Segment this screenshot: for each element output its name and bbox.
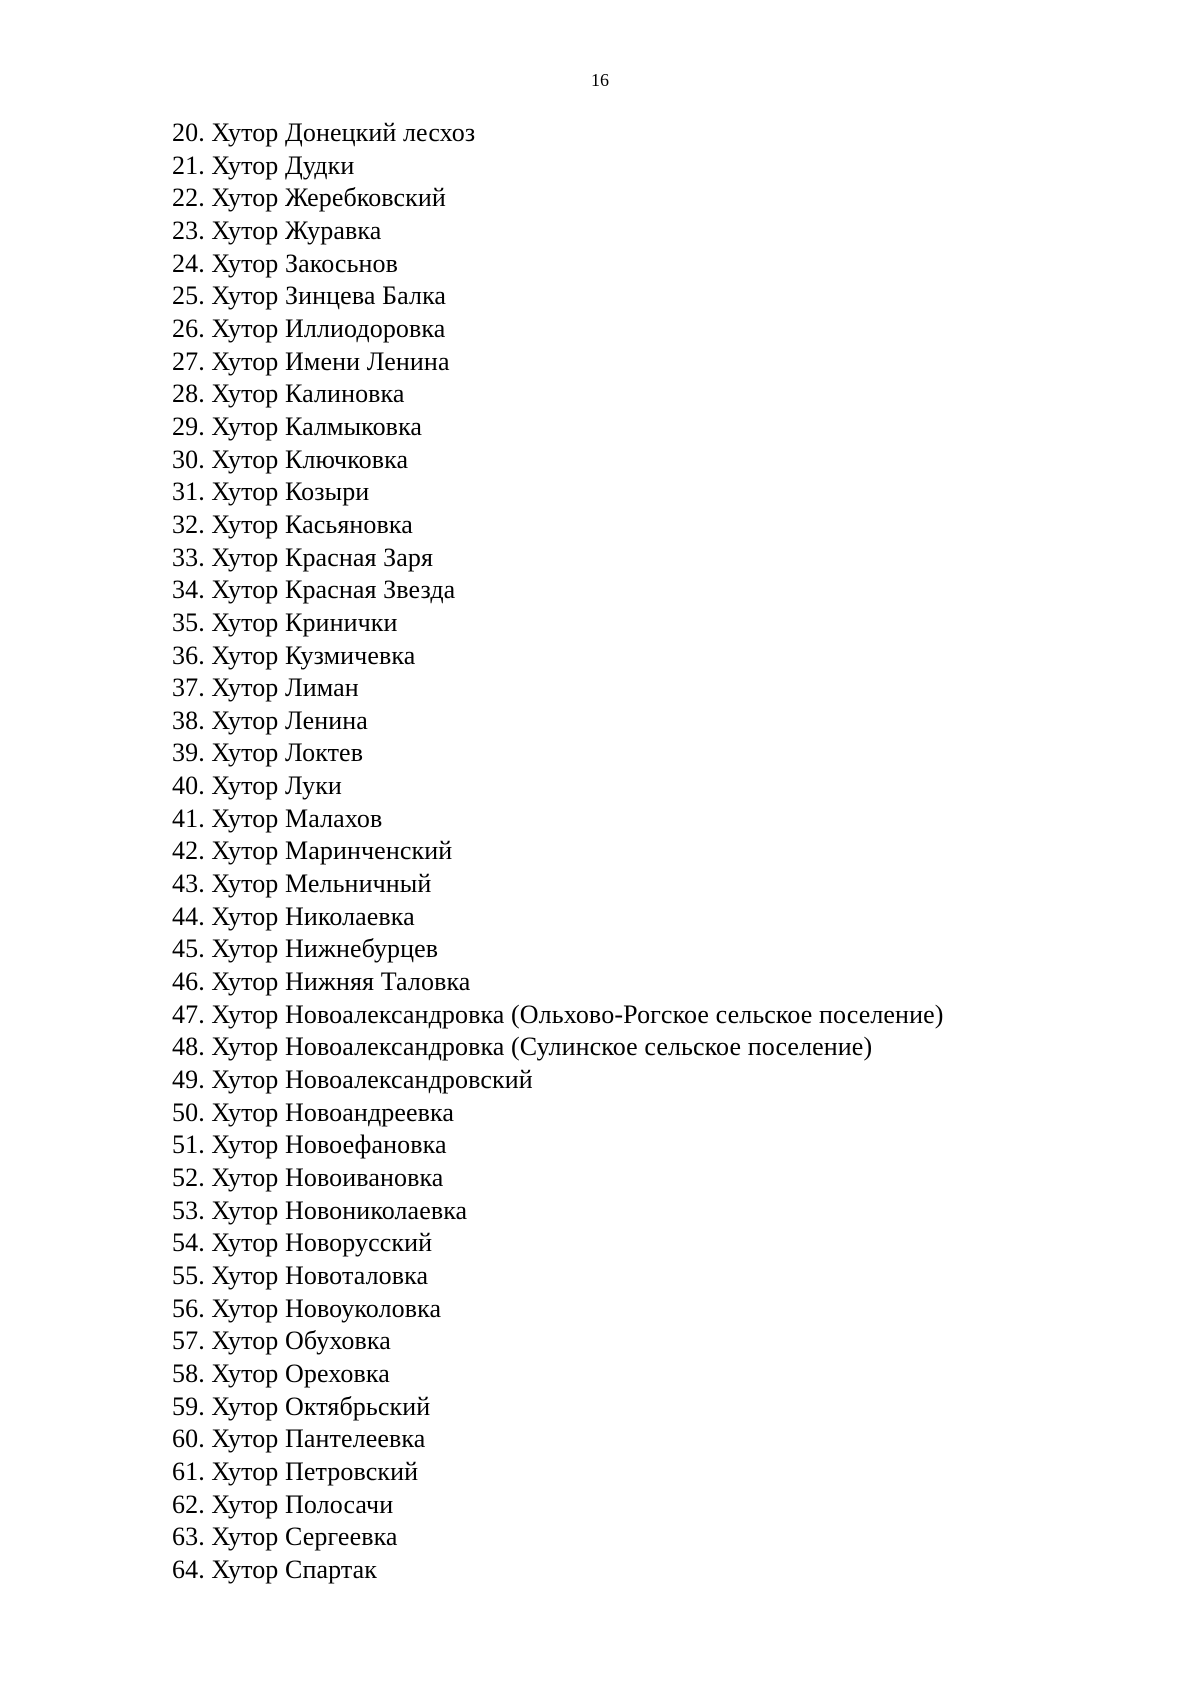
list-item: 21. Хутор Дудки xyxy=(172,150,355,180)
list-item: 41. Хутор Малахов xyxy=(172,803,383,833)
list-item: 60. Хутор Пантелеевка xyxy=(172,1424,426,1454)
list-item: 40. Хутор Луки xyxy=(172,771,342,801)
page-number: 16 xyxy=(591,70,609,90)
list-item: 43. Хутор Мельничный xyxy=(172,869,432,899)
list-item: 46. Хутор Нижняя Таловка xyxy=(172,967,471,997)
list-item: 31. Хутор Козыри xyxy=(172,477,370,507)
list-item: 59. Хутор Октябрьский xyxy=(172,1391,431,1421)
list-item: 30. Хутор Ключковка xyxy=(172,444,409,474)
list-item: 34. Хутор Красная Звезда xyxy=(172,575,456,605)
list-item: 39. Хутор Локтев xyxy=(172,738,364,768)
list-item: 27. Хутор Имени Ленина xyxy=(172,346,450,376)
list-item: 36. Хутор Кузмичевка xyxy=(172,640,416,670)
list-item: 35. Хутор Кринички xyxy=(172,607,398,637)
list-item: 49. Хутор Новоалександровский xyxy=(172,1065,533,1095)
list-item: 23. Хутор Журавка xyxy=(172,215,382,245)
list-item: 42. Хутор Маринченский xyxy=(172,836,453,866)
list-item: 22. Хутор Жеребковский xyxy=(172,183,446,213)
list-item: 29. Хутор Калмыковка xyxy=(172,411,423,441)
list-item: 28. Хутор Калиновка xyxy=(172,379,405,409)
list-item: 45. Хутор Нижнебурцев xyxy=(172,934,439,964)
list-item: 57. Хутор Обуховка xyxy=(172,1326,391,1356)
list-item: 64. Хутор Спартак xyxy=(172,1554,378,1584)
list-item: 44. Хутор Николаевка xyxy=(172,901,415,931)
list-item: 61. Хутор Петровский xyxy=(172,1456,419,1486)
list-item: 56. Хутор Новоуколовка xyxy=(172,1293,442,1323)
list-item: 51. Хутор Новоефановка xyxy=(172,1130,447,1160)
list-item: 25. Хутор Зинцева Балка xyxy=(172,281,447,311)
list-item: 37. Хутор Лиман xyxy=(172,673,359,703)
list-item: 47. Хутор Новоалександровка (Ольховo-Рогское сельское поселение) xyxy=(172,999,944,1029)
list-item: 24. Хутор Закосьнов xyxy=(172,248,399,278)
list-item: 50. Хутор Новоандреевка xyxy=(172,1097,455,1127)
list-item: 52. Хутор Новоивановка xyxy=(172,1163,444,1192)
settlement-list xyxy=(172,117,943,1587)
list-item: 53. Хутор Новониколаевка xyxy=(172,1195,468,1225)
list-item: 32. Хутор Касьяновка xyxy=(172,509,413,539)
list-item: 38. Хутор Ленина xyxy=(172,705,368,735)
list-item: 54. Хутор Новорусский xyxy=(172,1228,433,1258)
list-item: 26. Хутор Иллиодоровка xyxy=(172,313,446,343)
list-item: 55. Хутор Новоталовка xyxy=(172,1260,429,1290)
list-item: 62. Хутор Полосачи xyxy=(172,1489,394,1519)
list-item: 58. Хутор Ореховка xyxy=(172,1358,390,1388)
list-item: 20. Хутор Донецкий лесхоз xyxy=(172,118,476,147)
list-item: 33. Хутор Красная Заря xyxy=(172,542,434,572)
list-item: 63. Хутор Сергеевка xyxy=(172,1522,398,1552)
list-item: 48. Хутор Новоалександровка (Сулинское сельское поселение) xyxy=(172,1032,873,1062)
